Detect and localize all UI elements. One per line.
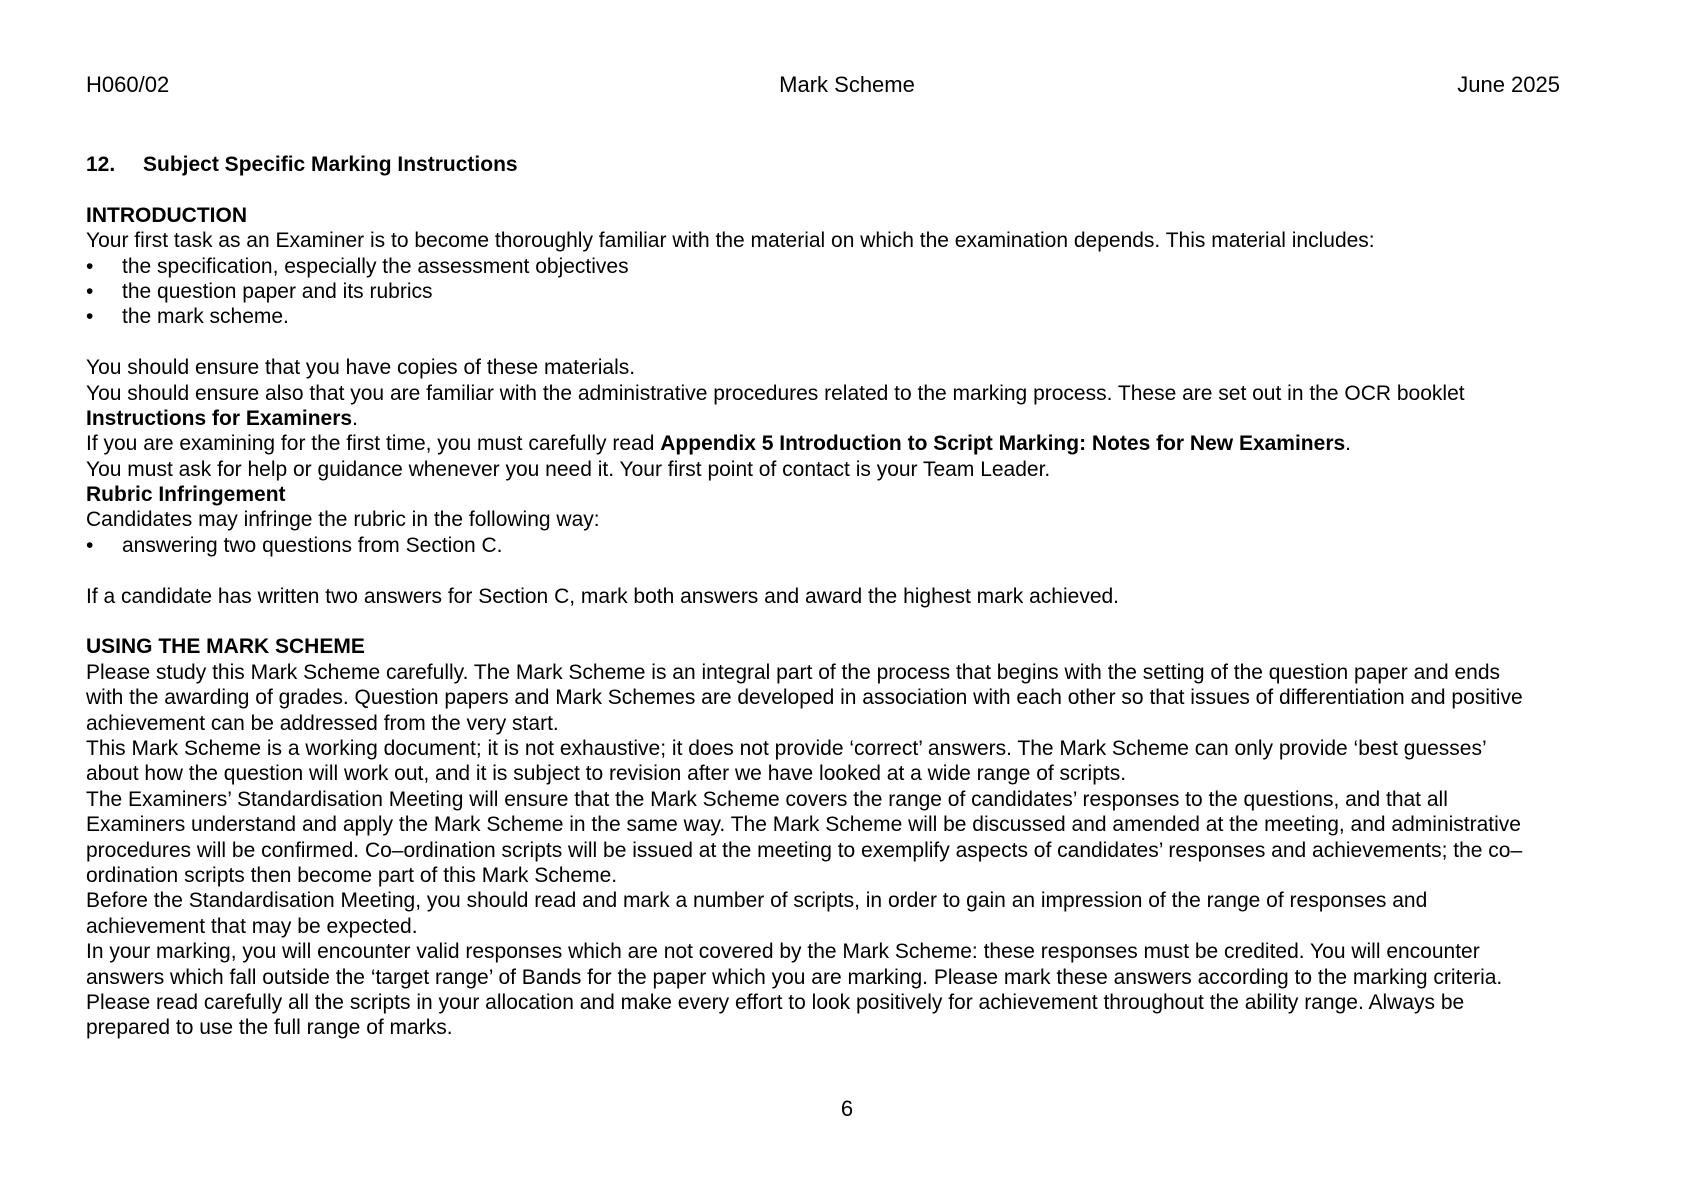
paragraph-line: with the awarding of grades. Question papers and Mark Schemes are developed in association with each other so that issues of differentiation and positive xyxy=(86,686,1523,710)
paragraph-line: Please read carefully all the scripts in your allocation and make every effort to look positively for achievement throughout the ability range. Always be xyxy=(86,990,1465,1014)
help-text: You must ask for help or guidance whenever you need it. Your first point of contact is your Team Leader. xyxy=(86,457,1051,481)
paragraph-line: This Mark Scheme is a working document; it is not exhaustive; it does not provide ‘correct’ answers. The Mark Scheme can only provide ‘best guesses’ xyxy=(86,736,1487,760)
section-title: Subject Specific Marking Instructions xyxy=(143,153,518,176)
appendix-reference: Appendix 5 Introduction to Script Marking: Notes for New Examiners xyxy=(660,432,1346,456)
page-number: 6 xyxy=(840,1096,854,1121)
list-item: • the question paper and its rubrics xyxy=(86,279,433,303)
paragraph-line: achievement that may be expected. xyxy=(86,914,418,938)
page-content xyxy=(86,152,1606,1041)
paragraph-line: about how the question will work out, and it is subject to revision after we have looked at a wide range of scripts. xyxy=(86,762,1127,786)
rubric-note: If a candidate has written two answers for Section C, mark both answers and award the highest mark achieved. xyxy=(86,584,1120,608)
list-item: • answering two questions from Section C. xyxy=(86,533,503,557)
copies-text: You should ensure that you have copies of these materials. xyxy=(86,356,636,380)
rubric-intro: Candidates may infringe the rubric in the following way: xyxy=(86,508,600,532)
paragraph-line: answers which fall outside the ‘target range’ of Bands for the paper which you are marking. Please mark these answers according to the marking criteria. xyxy=(86,965,1503,989)
paragraph-line: ordination scripts then become part of this Mark Scheme. xyxy=(86,863,618,887)
paragraph-line: procedures will be confirmed. Co–ordination scripts will be issued at the meeting to exemplify aspects of candidates’ responses and achievements; the co– xyxy=(86,838,1523,862)
using-heading: USING THE MARK SCHEME xyxy=(86,635,365,659)
section-heading xyxy=(86,152,1606,177)
bullet-icon: • xyxy=(86,533,94,557)
rubric-heading: Rubric Infringement xyxy=(86,483,286,507)
introduction-text: Your first task as an Examiner is to become thoroughly familiar with the material on which the examination depends. This material includes: xyxy=(86,229,1375,253)
header-date: June 2025 xyxy=(1457,72,1560,97)
paragraph-line: Please study this Mark Scheme carefully. The Mark Scheme is an integral part of the process that begins with the setting of the question paper and ends xyxy=(86,660,1500,684)
paragraph-line: The Examiners’ Standardisation Meeting will ensure that the Mark Scheme covers the range of candidates’ responses to the questions, and that all xyxy=(86,787,1448,811)
admin-text: You should ensure also that you are familiar with the administrative procedures related to the marking process. These are set out in the OCR booklet xyxy=(86,381,1465,405)
introduction-heading: INTRODUCTION xyxy=(86,203,247,227)
paragraph-line: prepared to use the full range of marks. xyxy=(86,1016,453,1040)
bullet-icon: • xyxy=(86,254,94,278)
first-time-text: If you are examining for the first time, you must carefully read Appendix 5 Introduction to Script Marking: Notes for New Examiners. xyxy=(86,432,1352,456)
header-paper-code: H060/02 xyxy=(86,72,170,97)
list-item: • the mark scheme. xyxy=(86,305,289,329)
booklet-title: Instructions for Examiners xyxy=(86,406,353,430)
list-item: • the specification, especially the assessment objectives xyxy=(86,254,629,278)
paragraph-line: Before the Standardisation Meeting, you should read and mark a number of scripts, in order to gain an impression of the range of responses and xyxy=(86,889,1428,913)
section-number: 12. xyxy=(86,153,116,176)
paragraph-line: achievement can be addressed from the very start. xyxy=(86,711,559,735)
paragraph-line: In your marking, you will encounter valid responses which are not covered by the Mark Scheme: these responses must be credited. You will encounter xyxy=(86,940,1480,964)
paragraph-line: Examiners understand and apply the Mark Scheme in the same way. The Mark Scheme will be discussed and amended at the meeting, and administrative xyxy=(86,813,1521,837)
bullet-icon: • xyxy=(86,279,94,303)
header-title: Mark Scheme xyxy=(779,72,915,97)
admin-booklet: Instructions for Examiners. xyxy=(86,406,358,430)
bullet-icon: • xyxy=(86,305,94,329)
